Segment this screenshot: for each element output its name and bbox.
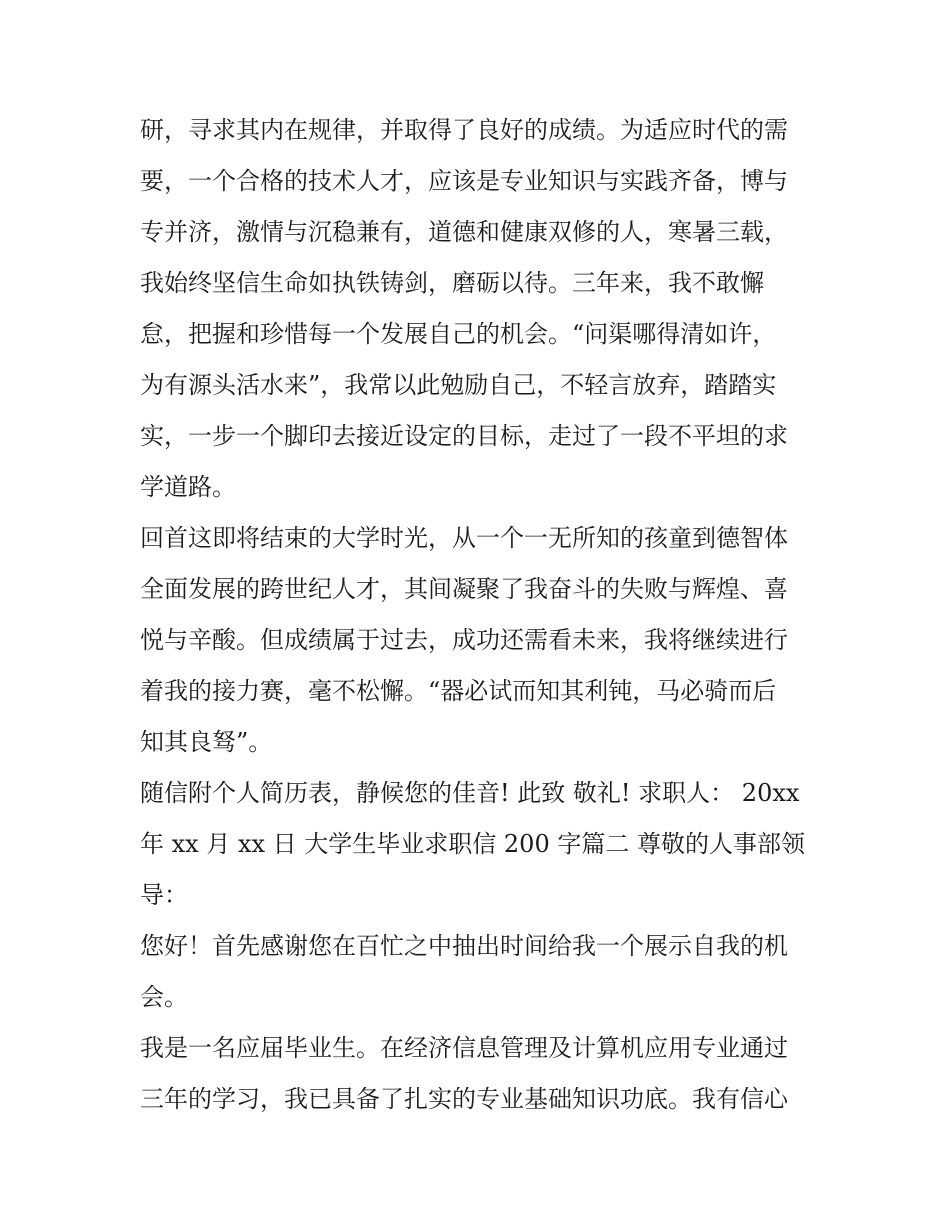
text-line: 年 xx 月 xx 日 大学生毕业求职信 200 字篇二 尊敬的人事部领 — [140, 830, 805, 858]
text-line: 悦与辛酸。但成绩属于过去，成功还需看未来，我将继续进行 — [140, 626, 788, 654]
text-line: 回首这即将结束的大学时光，从一个一无所知的孩童到德智体 — [140, 524, 788, 552]
text-line: 三年的学习，我已具备了扎实的专业基础知识功底。我有信心 — [140, 1085, 788, 1113]
text-line: 为有源头活水来”，我常以此勉励自己，不轻言放弃，踏踏实 — [140, 371, 777, 399]
text-line: 怠，把握和珍惜每一个发展自己的机会。“问渠哪得清如许， — [140, 320, 777, 348]
text-line: 我始终坚信生命如执铁铸剑，磨砺以待。三年来，我不敢懈 — [140, 269, 764, 297]
text-line: 着我的接力赛，毫不松懈。“器必试而知其利钝，马必骑而后 — [140, 677, 777, 705]
text-line: 专并济，激情与沉稳兼有，道德和健康双修的人，寒暑三载， — [140, 218, 788, 246]
text-line: 导： — [140, 881, 188, 909]
text-line: 您好！首先感谢您在百忙之中抽出时间给我一个展示自我的机 — [140, 932, 788, 960]
text-line: 我是一名应届毕业生。在经济信息管理及计算机应用专业通过 — [140, 1034, 788, 1062]
text-line: 全面发展的跨世纪人才，其间凝聚了我奋斗的失败与辉煌、喜 — [140, 575, 788, 603]
text-line: 学道路。 — [140, 473, 236, 501]
text-line: 随信附个人简历表，静候您的佳音! 此致 敬礼! 求职人： 20xx — [140, 779, 800, 807]
text-line: 要，一个合格的技术人才，应该是专业知识与实践齐备，博与 — [140, 167, 788, 195]
text-line: 知其良驽”。 — [140, 728, 273, 756]
text-line: 会。 — [140, 983, 188, 1011]
text-line: 实，一步一个脚印去接近设定的目标，走过了一段不平坦的求 — [140, 422, 788, 450]
document-body — [140, 105, 820, 1125]
text-line: 研，寻求其内在规律，并取得了良好的成绩。为适应时代的需 — [140, 116, 788, 144]
